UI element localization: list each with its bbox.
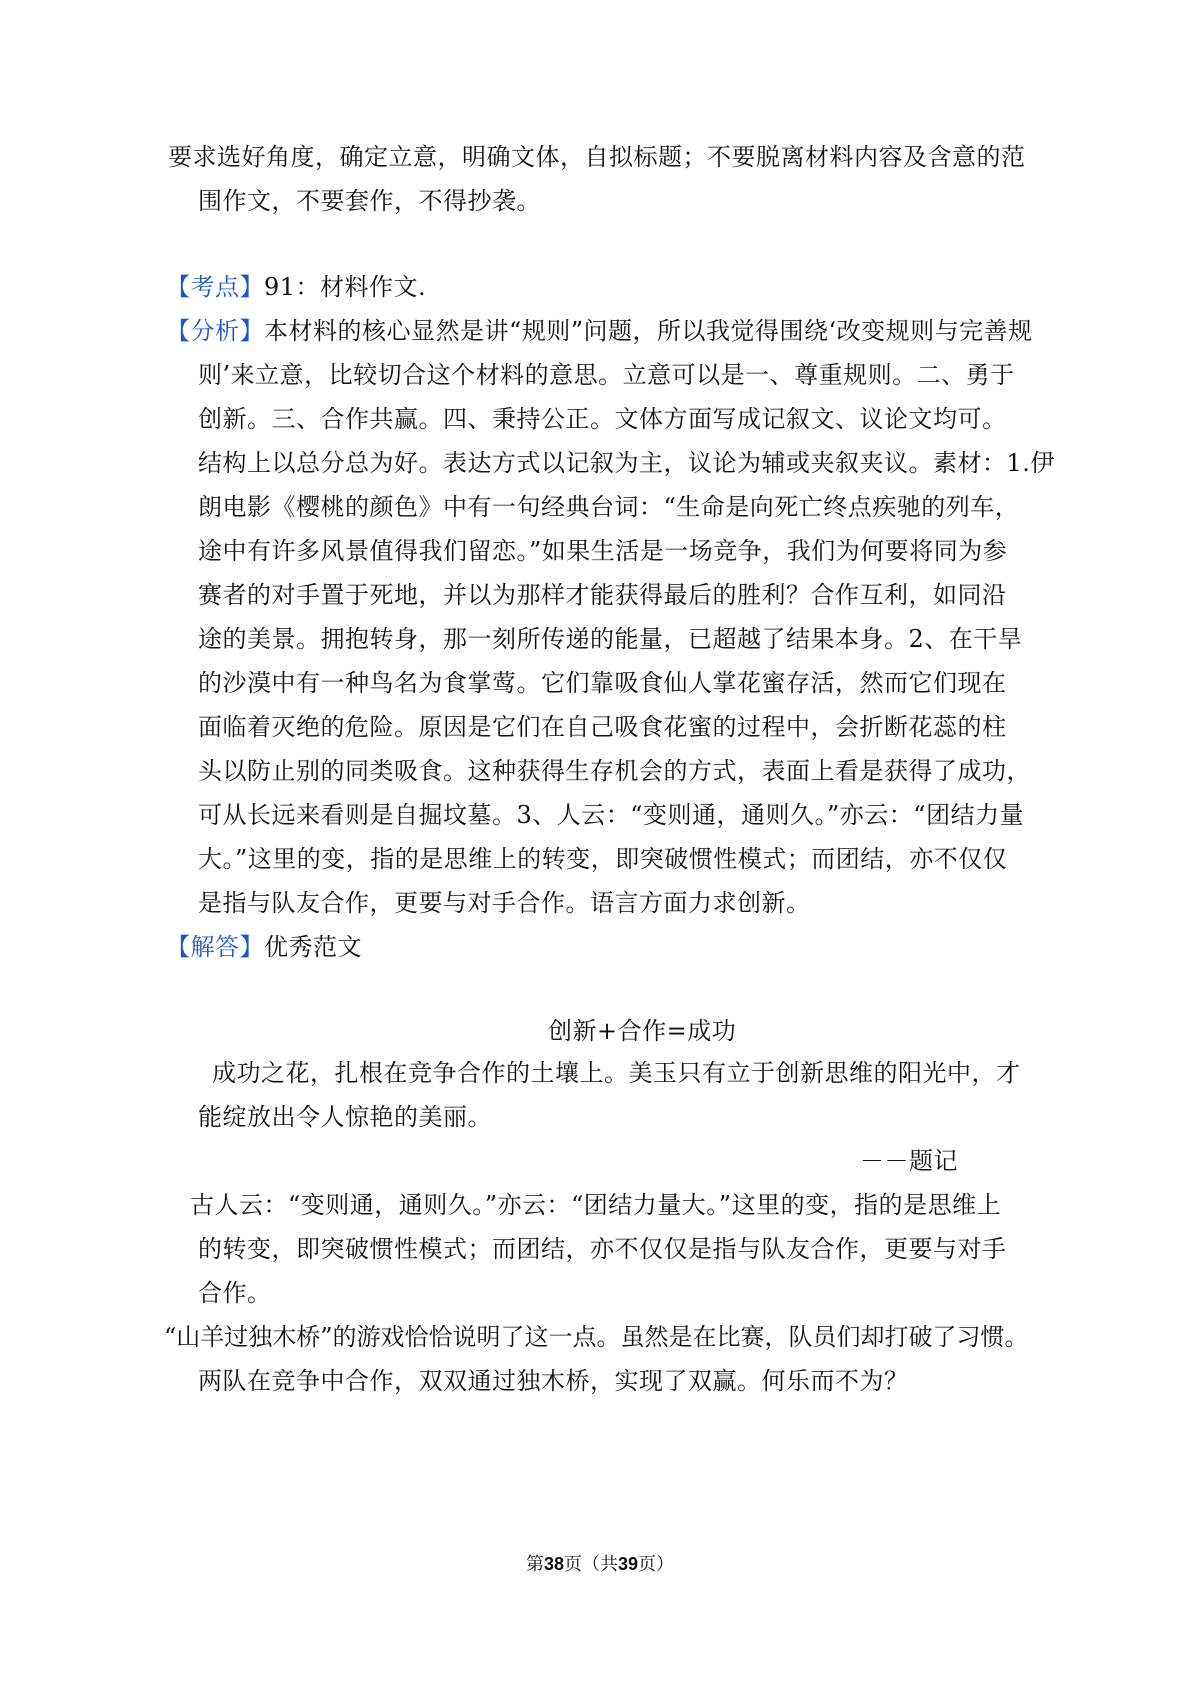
- fenxi-line: 的沙漠中有一种鸟名为食掌莺。它们靠吸食仙人掌花蜜存活，然而它们现在: [198, 669, 1007, 697]
- fenxi-line: 朗电影《樱桃的颜色》中有一句经典台词：“生命是向死亡终点疾驰的列车，: [198, 493, 1020, 521]
- fenxi-label: 分析: [190, 317, 240, 345]
- jieda-row: [166, 932, 362, 962]
- footer-prefix: 第: [525, 1554, 544, 1575]
- footer-mid: 页（共: [564, 1554, 618, 1575]
- intro-line-2: 围作文，不要套作，不得抄袭。: [198, 187, 541, 215]
- footer-page-number: 38: [543, 1554, 564, 1574]
- fenxi-line: 结构上以总分总为好。表达方式以记叙为主，议论为辅或夹叙夹议。素材：1.伊: [198, 449, 1055, 477]
- kaodian-row: [166, 272, 426, 302]
- essay-signature: －－题记: [860, 1147, 958, 1175]
- fenxi-line: 大。”这里的变，指的是思维上的转变，即突破惯性模式；而团结，亦不仅仅: [198, 845, 1008, 873]
- essay-p2-line-2: 的转变，即突破惯性模式；而团结，亦不仅仅是指与队友合作，更要与对手: [198, 1235, 1007, 1263]
- fenxi-line: 途的美景。拥抱转身，那一刻所传递的能量，已超越了结果本身。2、在干旱: [198, 625, 1023, 653]
- jieda-label: 解答: [190, 933, 240, 961]
- kaodian-bracket-open: 【: [166, 273, 191, 301]
- footer-suffix: 页）: [638, 1554, 675, 1575]
- page-footer: [0, 1552, 1200, 1577]
- footer-total-pages: 39: [618, 1554, 639, 1574]
- essay-p3-line-1: “山羊过独木桥”的游戏恰恰说明了这一点。虽然是在比赛，队员们却打破了习惯。: [164, 1323, 1029, 1351]
- fenxi-line: 赛者的对手置于死地，并以为那样才能获得最后的胜利？合作互利，如同沿: [198, 581, 1007, 609]
- essay-title: 创新+合作=成功: [548, 1017, 737, 1045]
- essay-p2-line-1: 古人云：“变则通，通则久。”亦云：“团结力量大。”这里的变，指的是思维上: [190, 1191, 1002, 1219]
- fenxi-bracket-close: 】: [239, 317, 264, 345]
- essay-p1-line-2: 能绽放出令人惊艳的美丽。: [198, 1103, 492, 1131]
- jieda-bracket-open: 【: [166, 933, 191, 961]
- fenxi-line: 头以防止别的同类吸食。这种获得生存机会的方式，表面上看是获得了成功，: [198, 757, 1031, 785]
- kaodian-bracket-close: 】: [239, 273, 264, 301]
- jieda-text: 优秀范文: [264, 933, 362, 961]
- fenxi-row: [166, 316, 1033, 346]
- essay-p2-line-3: 合作。: [198, 1279, 272, 1307]
- kaodian-label: 考点: [190, 273, 240, 301]
- fenxi-line: 是指与队友合作，更要与对手合作。语言方面力求创新。: [198, 889, 811, 917]
- fenxi-line: 面临着灭绝的危险。原因是它们在自己吸食花蜜的过程中，会折断花蕊的柱: [198, 713, 1007, 741]
- intro-line-1: 要求选好角度，确定立意，明确文体，自拟标题；不要脱离材料内容及含意的范: [168, 143, 1026, 171]
- jieda-bracket-close: 】: [239, 933, 264, 961]
- fenxi-bracket-open: 【: [166, 317, 191, 345]
- essay-p1-line-1: 成功之花，扎根在竞争合作的土壤上。美玉只有立于创新思维的阳光中，才: [212, 1059, 1021, 1087]
- fenxi-line: 则’来立意，比较切合这个材料的意思。立意可以是一、尊重规则。二、勇于: [198, 361, 1015, 389]
- fenxi-line: 创新。三、合作共赢。四、秉持公正。文体方面写成记叙文、议论文均可。: [198, 405, 1007, 433]
- fenxi-line: 途中有许多风景值得我们留恋。”如果生活是一场竞争，我们为何要将同为参: [198, 537, 1008, 565]
- fenxi-line: 本材料的核心显然是讲“规则”问题，所以我觉得围绕‘改变规则与完善规: [264, 317, 1033, 345]
- kaodian-text: 91：材料作文.: [264, 273, 427, 301]
- fenxi-line: 可从长远来看则是自掘坟墓。3、人云：“变则通，通则久。”亦云：“团结力量: [198, 801, 1025, 829]
- essay-p3-line-2: 两队在竞争中合作，双双通过独木桥，实现了双赢。何乐而不为？: [198, 1367, 909, 1395]
